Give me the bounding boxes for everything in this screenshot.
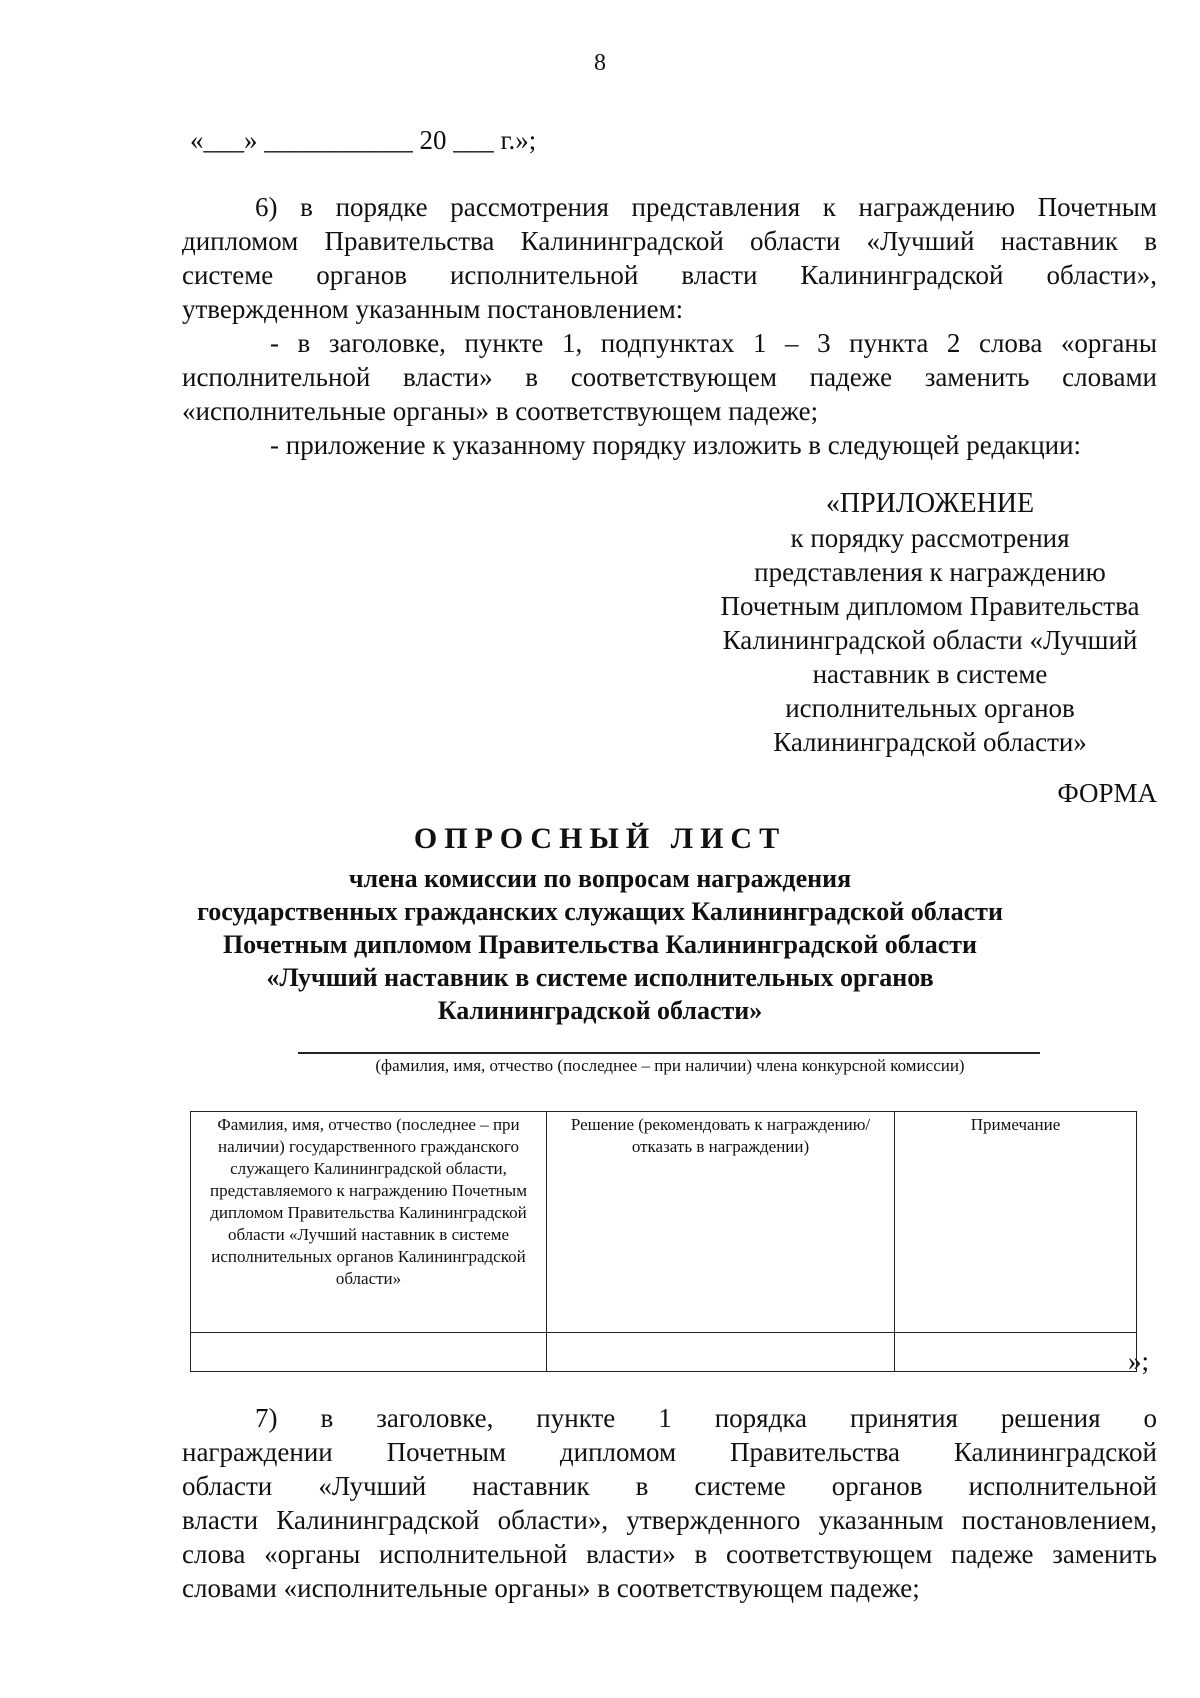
survey-subtitle-line: члена комиссии по вопросам награждения xyxy=(348,864,852,893)
table-cell-note xyxy=(895,1333,1137,1372)
survey-subtitle-line: государственных гражданских служащих Калининградской области xyxy=(197,897,1003,926)
item6-line: 6) в порядке рассмотрения представления к награждению Почетным xyxy=(255,192,1157,222)
table-header-row xyxy=(191,1112,1137,1333)
survey-subtitle xyxy=(0,862,1200,1027)
item6-bullet1-line: «исполнительные органы» в соответствующем падеже; xyxy=(182,396,819,426)
survey-subtitle-line: Калининградской области» xyxy=(437,996,763,1025)
table-header-nominee: Фамилия, имя, отчество (последнее – при наличии) государственного гражданского служащего Калининградской области, представляемого к награждению Почетным дипломом Правительства Калининградской области «Лучший наставник в системе исполнительных органов Калининградской области» xyxy=(191,1112,547,1333)
table-row xyxy=(191,1333,1137,1372)
item6-bullet1-line: - в заголовке, пункте 1, подпунктах 1 – 3 пункта 2 слова «органы xyxy=(270,328,1157,358)
appendix-line: Калининградской области «Лучший xyxy=(722,625,1138,655)
closing-quote-mark: »; xyxy=(1128,1346,1150,1376)
survey-table xyxy=(190,1111,1137,1372)
item7-line: слова «органы исполнительной власти» в соответствующем падеже заменить xyxy=(182,1539,1157,1569)
item6-bullet2: - приложение к указанному порядку изложить в следующей редакции: xyxy=(270,430,1082,460)
survey-title: ОПРОСНЫЙ ЛИСТ xyxy=(413,822,787,855)
appendix-line: Калининградской области» xyxy=(773,727,1087,757)
item7-line: власти Калининградской области», утвержденного указанным постановлением, xyxy=(182,1505,1157,1535)
item-6 xyxy=(182,190,1157,462)
forma-label: ФОРМА xyxy=(1057,778,1157,808)
table-cell-decision xyxy=(547,1333,895,1372)
survey-subtitle-line: «Лучший наставник в системе исполнительных органов xyxy=(266,963,934,992)
table-header-note: Примечание xyxy=(895,1112,1137,1333)
appendix-line: к порядку рассмотрения xyxy=(790,523,1070,553)
item7-line: 7) в заголовке, пункте 1 порядка принятия решения о xyxy=(255,1403,1157,1433)
appendix-line: Почетным дипломом Правительства xyxy=(720,591,1140,621)
item6-line: системе органов исполнительной власти Калининградской области», xyxy=(182,260,1157,290)
item-7 xyxy=(182,1401,1157,1605)
member-name-caption: (фамилия, имя, отчество (последнее – при наличии) члена конкурсной комиссии) xyxy=(375,1056,965,1075)
appendix-line: «ПРИЛОЖЕНИЕ xyxy=(825,488,1035,519)
item7-line: области «Лучший наставник в системе органов исполнительной xyxy=(182,1471,1157,1501)
item6-line: дипломом Правительства Калининградской области «Лучший наставник в xyxy=(182,226,1157,256)
item6-bullet1-line: исполнительной власти» в соответствующем падеже заменить словами xyxy=(182,362,1157,392)
appendix-line: представления к награждению xyxy=(754,557,1106,587)
table-cell-nominee xyxy=(191,1333,547,1372)
member-name-field-line xyxy=(298,1052,1040,1054)
page-number: 8 xyxy=(594,50,606,76)
appendix-block xyxy=(700,487,1160,759)
survey-subtitle-line: Почетным дипломом Правительства Калининградской области xyxy=(222,930,978,959)
item7-line: словами «исполнительные органы» в соответствующем падеже; xyxy=(182,1573,920,1603)
appendix-line: исполнительных органов xyxy=(785,693,1075,723)
date-line: «___» ___________ 20 ___ г.»; xyxy=(190,125,537,155)
appendix-line: наставник в системе xyxy=(812,659,1048,689)
item6-line: утвержденном указанным постановлением: xyxy=(182,294,684,324)
item7-line: награждении Почетным дипломом Правительства Калининградской xyxy=(182,1437,1157,1467)
table-header-decision: Решение (рекомендовать к награждению/ отказать в награждении) xyxy=(547,1112,895,1333)
